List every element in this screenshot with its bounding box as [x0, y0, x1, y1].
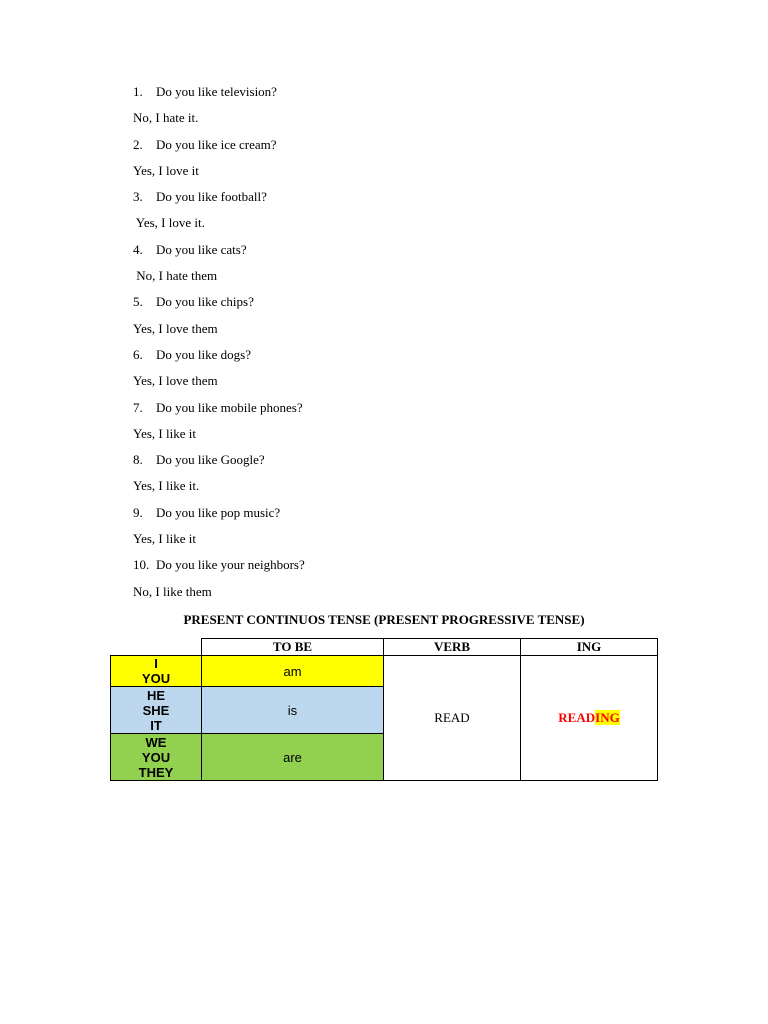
- qa-item: [133, 189, 693, 242]
- pronoun: SHE: [142, 702, 170, 718]
- answer-line: No, I hate them: [133, 268, 218, 284]
- qa-item: [133, 347, 693, 400]
- question-number: 2.: [133, 136, 143, 152]
- header-ing: ING: [521, 639, 658, 656]
- pronoun: HE: [146, 687, 166, 703]
- header-to-be: TO BE: [202, 639, 384, 656]
- pronoun: IT: [150, 717, 162, 733]
- question-number: 5.: [133, 294, 143, 310]
- qa-item: [133, 557, 693, 610]
- pronoun-cell: [111, 687, 202, 734]
- question-number: 10.: [133, 557, 150, 573]
- pronoun: WE: [145, 734, 167, 750]
- question-text: Do you like mobile phones?: [156, 399, 303, 415]
- ing-cell: [521, 656, 658, 781]
- question-number: 9.: [133, 504, 143, 520]
- question-line: [133, 347, 693, 373]
- answer-line: Yes, I like it: [133, 531, 196, 547]
- to-be-cell: are: [202, 734, 384, 781]
- question-text: Do you like ice cream?: [156, 136, 277, 152]
- qa-list: [133, 84, 693, 610]
- ing-suffix: ING: [595, 710, 620, 725]
- header-empty-cell: [111, 639, 202, 656]
- question-line: [133, 242, 693, 268]
- qa-item: [133, 242, 693, 295]
- question-line: [133, 137, 693, 163]
- question-text: Do you like chips?: [156, 294, 254, 310]
- qa-item: [133, 505, 693, 558]
- question-line: [133, 400, 693, 426]
- ing-root: READ: [558, 710, 596, 725]
- table-row: [111, 656, 658, 687]
- question-number: 7.: [133, 399, 143, 415]
- table-header-row: [111, 639, 658, 656]
- pronoun: YOU: [141, 671, 171, 686]
- qa-item: [133, 294, 693, 347]
- question-line: [133, 84, 693, 110]
- pronoun: I: [154, 656, 158, 671]
- answer-line: Yes, I love them: [133, 320, 218, 336]
- pronoun-cell: [111, 734, 202, 781]
- question-number: 4.: [133, 241, 143, 257]
- qa-item: [133, 84, 693, 137]
- question-number: 1.: [133, 84, 143, 99]
- answer-line: No, I like them: [133, 583, 212, 599]
- question-number: 3.: [133, 189, 143, 205]
- header-verb: VERB: [384, 639, 521, 656]
- question-text: Do you like your neighbors?: [156, 557, 305, 573]
- answer-line: Yes, I love it: [133, 162, 199, 178]
- question-text: Do you like dogs?: [156, 346, 251, 362]
- question-text: Do you like pop music?: [156, 504, 281, 520]
- question-line: [133, 452, 693, 478]
- question-text: Do you like television?: [156, 84, 277, 99]
- answer-line: No, I hate it.: [133, 110, 199, 126]
- answer-line: Yes, I like it.: [133, 478, 200, 494]
- question-number: 8.: [133, 452, 143, 468]
- question-text: Do you like football?: [156, 189, 267, 205]
- qa-item: [133, 400, 693, 453]
- table-title: PRESENT CONTINUOS TENSE (PRESENT PROGRESSIVE TENSE): [183, 612, 585, 627]
- pronoun-cell: [111, 656, 202, 687]
- question-line: [133, 294, 693, 320]
- pronoun: YOU: [141, 749, 171, 765]
- pronoun: THEY: [138, 764, 174, 780]
- question-text: Do you like cats?: [156, 241, 247, 257]
- qa-item: [133, 137, 693, 190]
- question-line: [133, 189, 693, 215]
- qa-item: [133, 452, 693, 505]
- to-be-cell: am: [202, 656, 384, 687]
- answer-line: Yes, I like it: [133, 425, 196, 441]
- answer-line: Yes, I love them: [133, 373, 218, 389]
- question-number: 6.: [133, 346, 143, 362]
- to-be-cell: is: [202, 687, 384, 734]
- grammar-table: [110, 638, 658, 781]
- verb-cell: READ: [384, 656, 521, 781]
- question-line: [133, 557, 693, 583]
- question-text: Do you like Google?: [156, 452, 265, 468]
- question-line: [133, 505, 693, 531]
- answer-line: Yes, I love it.: [133, 215, 205, 231]
